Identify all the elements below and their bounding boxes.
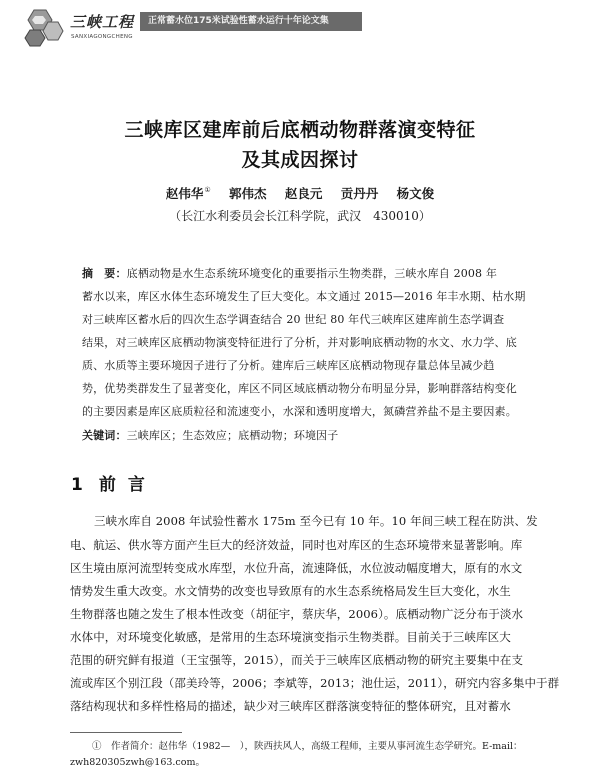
keywords-line xyxy=(82,427,338,443)
body-line: 流或库区个别江段（邵美玲等，2006；李斌等，2013；池仕运，2011），研究内容多集中于群 xyxy=(70,676,560,690)
author-name: 赵良元 xyxy=(284,186,323,201)
body-line: 落结构现状和多样性格局的描述，缺少对三峡库区群落演变特征的整体研究，且对蓄水 xyxy=(70,699,511,713)
author-name: 赵伟华① xyxy=(165,186,211,201)
section-number: 1 xyxy=(71,475,83,495)
section-heading xyxy=(71,470,157,495)
body-line: 范围的研究鲜有报道（王宝强等，2015），而关于三峡库区底栖动物的研究主要集中在支 xyxy=(70,653,524,667)
abstract-line: 结果，对三峡库区底栖动物演变特征进行了分析，并对影响底栖动物的水文、水力学、底 xyxy=(82,336,517,349)
brand-name: 三峡工程 xyxy=(70,13,135,31)
author-name: 郭伟杰 xyxy=(229,186,267,201)
author-name: 杨文俊 xyxy=(396,186,435,201)
footnote-marker: ① xyxy=(92,741,102,752)
body-line: 电、航运、供水等方面产生巨大的经济效益，同时也对库区的生态环境带来显著影响。库 xyxy=(70,538,523,552)
paper-title-line-2: 及其成因探讨 xyxy=(241,149,359,171)
body-line: 三峡水库自 2008 年试验性蓄水 175m 至今已有 10 年。10 年间三峡工程在防洪、发 xyxy=(94,514,538,528)
abstract-line: 摘 要：底栖动物是水生态系统环境变化的重要指示生物类群，三峡水库自 2008 年 xyxy=(82,267,497,280)
brand-name-latin: SANXIAGONGCHENG xyxy=(71,34,133,40)
keywords-label: 关键词： xyxy=(82,429,127,442)
body-line: 水体中，对环境变化敏感，是常用的生态环境演变指示生物类群。目前关于三峡库区大 xyxy=(70,630,511,644)
running-header xyxy=(22,6,582,50)
author-name: 贡丹丹 xyxy=(340,186,379,201)
hexagon-logo-icon xyxy=(22,8,64,48)
abstract-line: 蓄水以来，库区水体生态环境发生了巨大变化。本文通过 2015—2016 年丰水期、枯水期 xyxy=(82,290,526,303)
abstract-line: 对三峡库区蓄水后的四次生态学调查结合 20 世纪 80 年代三峡库区建库前生态学调查 xyxy=(82,313,505,326)
paper-title-line-1: 三峡库区建库前后底栖动物群落演变特征 xyxy=(124,119,476,141)
affiliation: （长江水利委员会长江科学院，武汉 430010） xyxy=(169,209,431,223)
abstract-label: 摘 要： xyxy=(82,267,127,280)
footnote-line: ① 作者简介：赵伟华（1982— ），陕西扶风人，高级工程师，主要从事河流生态学研究。E-mail： xyxy=(92,741,523,752)
author-list xyxy=(0,184,600,202)
body-line: 生物群落也随之发生了根本性改变（胡征宇，蔡庆华，2006）。底栖动物广泛分布于淡水 xyxy=(70,607,524,621)
author-footnote-mark: ① xyxy=(204,186,211,194)
body-line: 情势发生重大改变。水文情势的改变也导致原有的水生态系统格局发生巨大变化，水生 xyxy=(70,584,511,598)
series-title: 正常蓄水位175米试验性蓄水运行十年论文集 xyxy=(148,16,329,26)
abstract-line: 质、水质等主要环境因子进行了分析。建库后三峡库区底栖动物现存量总体呈减少趋 xyxy=(82,359,495,372)
body-line: 区生境由原河流型转变成水库型，水位升高，流速降低，水位波动幅度增大，原有的水文 xyxy=(70,561,523,575)
footnote-rule xyxy=(70,732,182,733)
section-title: 前言 xyxy=(98,475,157,495)
footnote-line: zwh820305zwh@163.com。 xyxy=(70,757,205,768)
series-title-bar xyxy=(140,12,362,31)
abstract-line: 势，优势类群发生了显著变化，库区不同区域底栖动物分布明显分异，影响群落结构变化 xyxy=(82,382,517,395)
keywords: 三峡库区；生态效应；底栖动物；环境因子 xyxy=(126,429,339,442)
abstract-line: 的主要因素是库区底质粒径和流速变小，水深和透明度增大，氮磷营养盐不是主要因素。 xyxy=(82,405,517,418)
